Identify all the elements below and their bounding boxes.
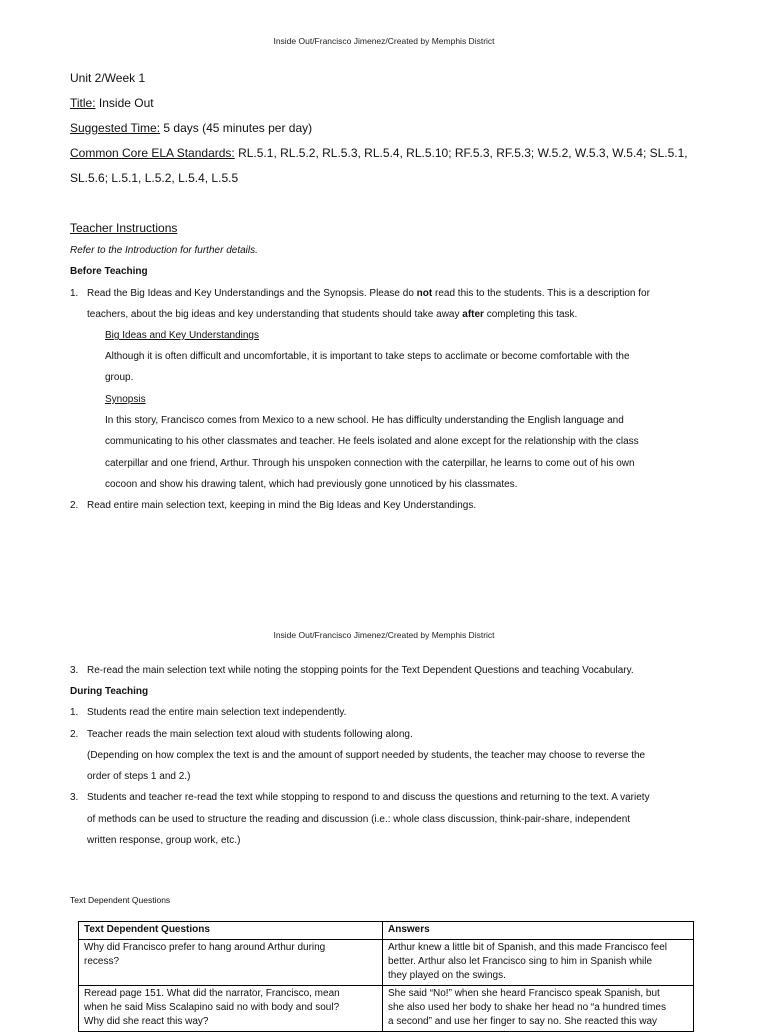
text-dependent-questions-table: [78, 921, 694, 1032]
cell-line: She said “No!” when she heard Francisco speak Spanish, but: [388, 988, 660, 999]
list-item: Re-read the main selection text while noting the stopping points for the Text Dependent Questions and teaching Vocabulary.: [87, 665, 634, 676]
synopsis-text-4: cocoon and show his drawing talent, which had previously gone unnoticed by his classmates.: [105, 479, 518, 490]
during-teaching-heading: During Teaching: [70, 686, 149, 697]
title-label: Title:: [70, 96, 96, 110]
question-cell: [79, 940, 383, 986]
emphasis: not: [416, 288, 433, 299]
running-header: Inside Out/Francisco Jimenez/Created by Memphis District: [273, 630, 495, 640]
title-value: Inside Out: [95, 96, 154, 110]
answer-cell: [383, 940, 694, 986]
unit-label: Unit 2/Week 1: [70, 71, 146, 85]
list-item: Students read the entire main selection text independently.: [87, 707, 347, 718]
cell-line: Why did Francisco prefer to hang around Arthur during: [84, 942, 326, 953]
question-cell: [79, 986, 383, 1032]
synopsis-text-3: caterpillar and one friend, Arthur. Through his unspoken connection with the caterpillar, he learns to come out of his own: [105, 458, 635, 469]
text-run: Read the Big Ideas and Key Understandings and the Synopsis. Please do: [87, 288, 417, 299]
running-header: Inside Out/Francisco Jimenez/Created by Memphis District: [273, 36, 495, 46]
big-ideas-text-2: group.: [105, 372, 134, 383]
title-line: [70, 96, 154, 110]
list-item-continuation: (Depending on how complex the text is and the amount of support needed by students, the teacher may choose to reverse the: [87, 750, 646, 761]
column-header-answers: Answers: [383, 922, 694, 940]
list-item: Teacher reads the main selection text aloud with students following along.: [87, 729, 413, 740]
cell-line: when he said Miss Scalapino said no with body and soul?: [84, 1002, 340, 1013]
list-number: 1.: [70, 707, 79, 718]
text-run: completing this task.: [483, 309, 578, 320]
cell-line: Why did she react this way?: [84, 1016, 209, 1027]
tdq-caption: Text Dependent Questions: [70, 895, 171, 905]
list-item: [87, 288, 650, 299]
standards-line-2: SL.5.6; L.5.1, L.5.2, L.5.4, L.5.5: [70, 171, 239, 185]
cell-line: they played on the swings.: [388, 970, 506, 981]
text-run: read this to the students. This is a description for: [432, 288, 650, 299]
teacher-instructions-heading: Teacher Instructions: [70, 221, 178, 235]
table-row: [79, 940, 694, 986]
list-item-continuation: order of steps 1 and 2.): [87, 771, 191, 782]
standards-value: RL.5.1, RL.5.2, RL.5.3, RL.5.4, RL.5.10; RF.5.3, RF.5.3; W.5.2, W.5.3, W.5.4; SL.5.1,: [234, 146, 688, 160]
list-number: 2.: [70, 500, 79, 511]
answer-cell: [383, 986, 694, 1032]
list-item-continuation: [87, 309, 577, 320]
time-value: 5 days (45 minutes per day): [160, 121, 313, 135]
before-teaching-heading: Before Teaching: [70, 266, 148, 277]
time-label: Suggested Time:: [70, 121, 161, 135]
big-ideas-heading: Big Ideas and Key Understandings: [105, 330, 259, 341]
cell-line: Arthur knew a little bit of Spanish, and this made Francisco feel: [388, 942, 668, 953]
column-header-questions: Text Dependent Questions: [79, 922, 383, 940]
list-item-continuation: written response, group work, etc.): [87, 835, 241, 846]
cell-line: recess?: [84, 956, 120, 967]
list-number: 3.: [70, 665, 79, 676]
cell-line: better. Arthur also let Francisco sing to him in Spanish while: [388, 956, 653, 967]
list-item: Read entire main selection text, keeping in mind the Big Ideas and Key Understandings.: [87, 500, 477, 511]
synopsis-text-2: communicating to his other classmates and teacher. He feels isolated and alone except for the relationship with the class: [105, 436, 639, 447]
standards-label: Common Core ELA Standards:: [70, 146, 235, 160]
list-number: 3.: [70, 792, 79, 803]
list-item: Students and teacher re-read the text while stopping to respond to and discuss the questions and returning to the text. A variety: [87, 792, 650, 803]
text-run: teachers, about the big ideas and key understanding that students should take away: [87, 309, 463, 320]
big-ideas-text: Although it is often difficult and uncomfortable, it is important to take steps to acclimate or become comfortable with the: [105, 351, 630, 362]
list-number: 2.: [70, 729, 79, 740]
table-row: [79, 986, 694, 1032]
synopsis-text: In this story, Francisco comes from Mexico to a new school. He has difficulty understanding the English language and: [105, 415, 624, 426]
list-number: 1.: [70, 288, 79, 299]
emphasis: after: [462, 309, 484, 320]
time-line: [70, 121, 312, 135]
refer-note: Refer to the Introduction for further details.: [70, 245, 258, 256]
cell-line: Reread page 151. What did the narrator, Francisco, mean: [84, 988, 340, 999]
synopsis-heading: Synopsis: [105, 394, 146, 405]
standards-line: [70, 146, 688, 160]
table-header-row: [79, 922, 694, 940]
cell-line: she also used her body to shake her head no “a hundred times: [388, 1002, 666, 1013]
cell-line: a second” and use her finger to say no. She reacted this way: [388, 1016, 658, 1027]
list-item-continuation: of methods can be used to structure the reading and discussion (i.e.: whole class discussion, think-pair-share, independent: [87, 814, 631, 825]
